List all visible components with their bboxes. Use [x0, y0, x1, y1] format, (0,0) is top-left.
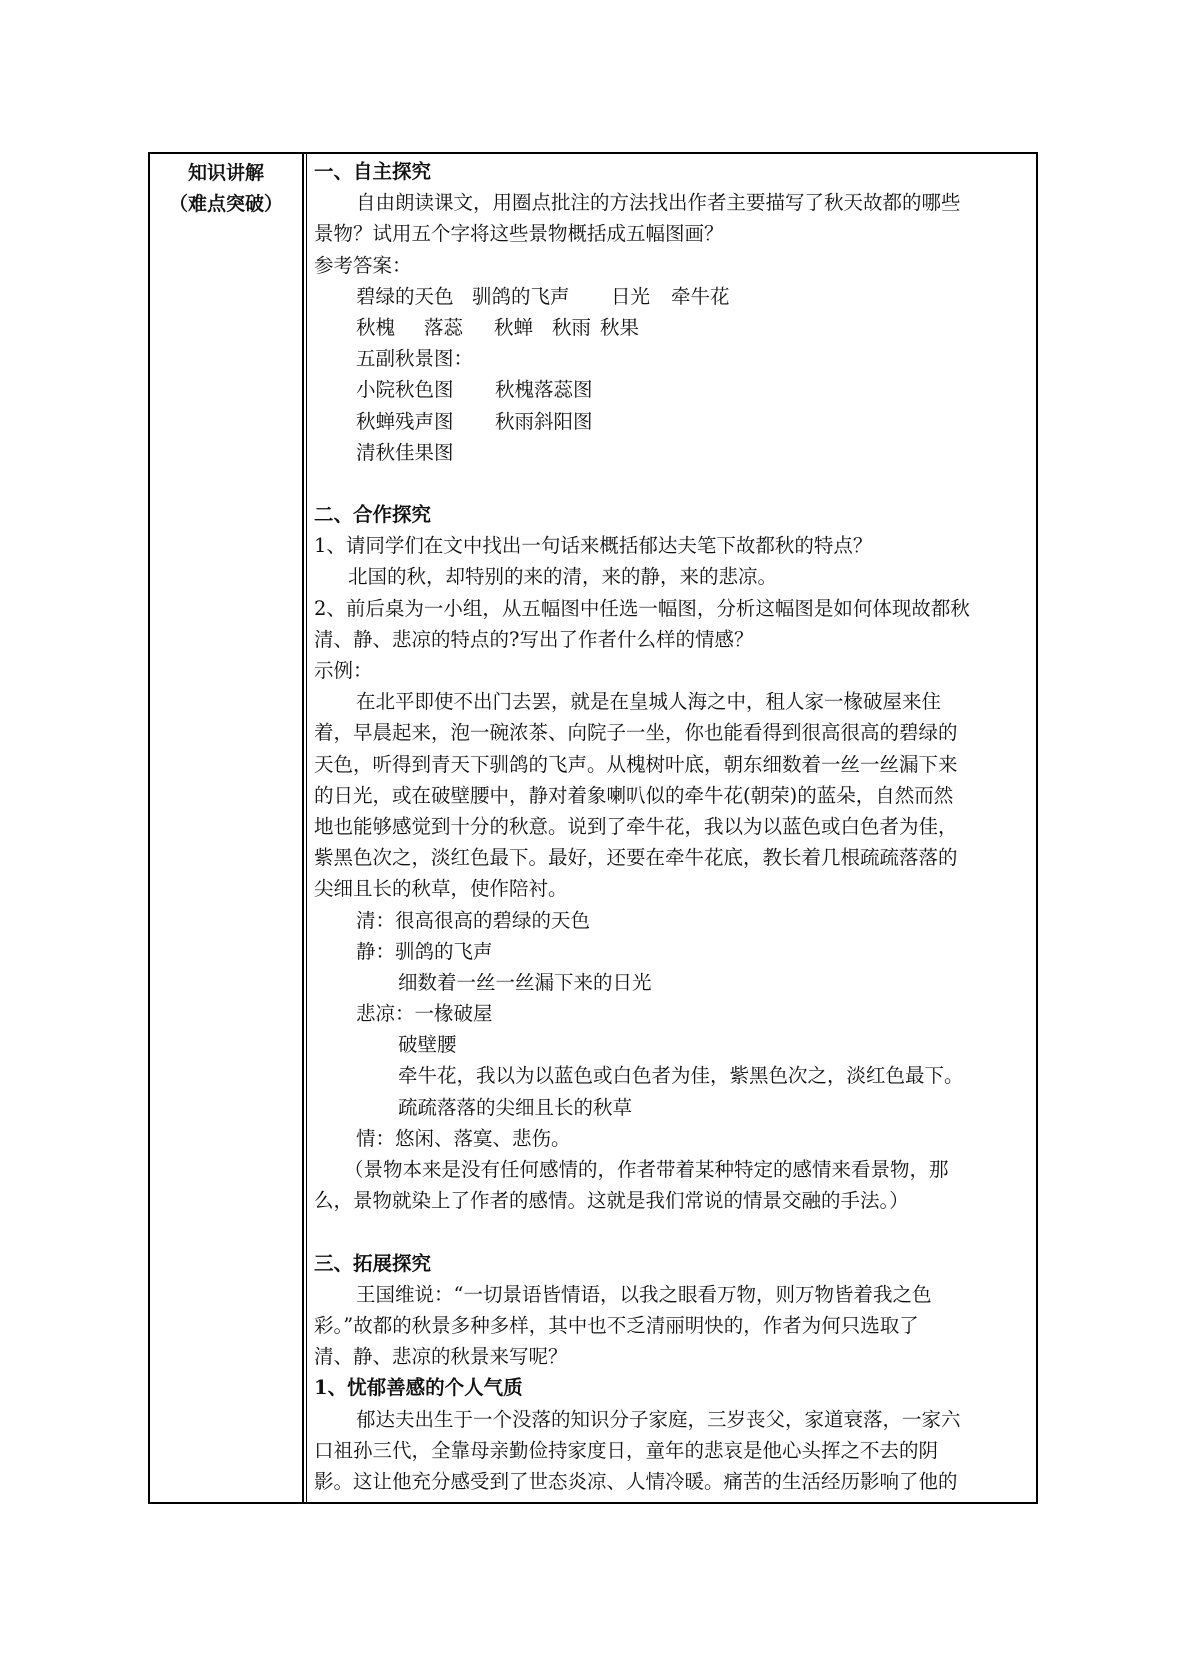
answer-item: 秋蝉 [494, 315, 534, 339]
scene-item: 小院秋色图 [356, 378, 454, 402]
answer-label: 参考答案： [314, 253, 412, 277]
scenes-row [314, 406, 1032, 437]
scenes-row [314, 374, 1032, 405]
answer-item: 驯鸽的飞声 [472, 284, 570, 308]
scene-item: 秋蝉残声图 [356, 409, 454, 433]
section2-heading: 二、合作探究 [314, 503, 432, 527]
answer-item: 秋雨 [552, 315, 592, 339]
quote-line: 清、静、悲凉的秋景来写呢？ [314, 1345, 568, 1369]
answer-item: 秋果 [600, 315, 640, 339]
excerpt-line: 紫黑色次之，淡红色最下。最好，还要在牵牛花底，教长着几根疏疏落落的 [314, 846, 958, 870]
section-label-cell [150, 158, 302, 220]
scene-item: 秋槐落蕊图 [495, 378, 593, 402]
question: 1、请同学们在文中找出一句话来概括郁达夫笔下故都秋的特点？ [314, 534, 873, 558]
answer-item: 日光 [611, 284, 651, 308]
note-line: （景物本来是没有任何感情的，作者带着某种特定的感情来看景物，那 [344, 1158, 949, 1181]
note-line: 么，景物就染上了作者的感情。这就是我们常说的情景交融的手法。） [314, 1189, 909, 1213]
spacer [314, 1216, 1032, 1247]
answer-item: 牵牛花 [671, 284, 730, 308]
question: 清、静、悲凉的特点的?写出了作者什么样的情感？ [314, 627, 754, 651]
paragraph-line: 影。这让他充分感受到了世态炎凉、人情冷暖。痛苦的生活经历影响了他的 [314, 1469, 958, 1493]
section1-question-line: 自由朗读课文，用圈点批注的方法找出作者主要描写了秋天故都的哪些 [356, 191, 961, 215]
lesson-table [148, 152, 1038, 1504]
section1-question-line: 景物？试用五个字将这些景物概括成五幅图画？ [314, 222, 724, 246]
paragraph-line: 口祖孙三代，全靠母亲勤俭持家度日，童年的悲哀是他心头挥之不去的阴 [314, 1438, 939, 1462]
label-subtitle: （难点突破） [168, 193, 283, 215]
section3-heading: 三、拓展探究 [314, 1251, 432, 1275]
example-label: 示例： [314, 659, 373, 682]
analysis-qing: 清：很高很高的碧绿的天色 [356, 908, 591, 932]
analysis-beiliang: 悲凉：一椽破屋 [356, 1002, 493, 1026]
analysis-jing: 静：驯鸽的飞声 [356, 939, 493, 963]
label-title: 知识讲解 [187, 162, 264, 184]
question: 2、前后桌为一小组，从五幅图中任选一幅图，分析这幅图是如何体现故都秋 [314, 596, 970, 620]
answer-item: 碧绿的天色 [356, 284, 454, 308]
analysis-beiliang-sub: 牵牛花，我以为以蓝色或白色者为佳，紫黑色次之，淡红色最下。 [398, 1064, 964, 1088]
section1-heading: 一、自主探究 [314, 160, 432, 183]
analysis-beiliang-sub: 破壁腰 [398, 1033, 457, 1057]
answer-item: 秋槐 [356, 315, 396, 339]
column-divider [302, 154, 304, 1502]
scenes-label: 五副秋景图： [356, 347, 474, 371]
answer-item: 落蕊 [424, 315, 464, 339]
analysis-jing-sub: 细数着一丝一丝漏下来的日光 [398, 970, 652, 994]
excerpt-line: 在北平即使不出门去罢，就是在皇城人海之中，租人家一椽破屋来住 [356, 690, 942, 714]
answer-row [314, 312, 1032, 343]
excerpt-line: 尖细且长的秋草，使作陪衬。 [314, 877, 568, 901]
spacer [314, 468, 1032, 499]
excerpt-line: 的日光，或在破壁腰中，静对着象喇叭似的牵牛花(朝荣)的蓝朵，自然而然 [314, 783, 954, 807]
column-divider-inner [306, 154, 307, 1502]
quote-line: 王国维说：“一切景语皆情语，以我之眼看万物，则万物皆着我之色 [356, 1282, 932, 1306]
answer: 北国的秋，却特别的来的清，来的静，来的悲凉。 [348, 565, 778, 589]
analysis-beiliang-sub: 疏疏落落的尖细且长的秋草 [398, 1095, 633, 1119]
answer-row [314, 281, 1032, 312]
excerpt-line: 着，早晨起来，泡一碗浓茶、向院子一坐，你也能看得到很高很高的碧绿的 [314, 721, 958, 745]
scene-item: 清秋佳果图 [356, 440, 454, 464]
scene-item: 秋雨斜阳图 [495, 409, 593, 433]
quote-line: 彩。”故都的秋景多种多样，其中也不乏清丽明快的，作者为何只选取了 [314, 1313, 919, 1337]
content-cell [314, 156, 1032, 1497]
analysis-emotion: 情：悠闲、落寞、悲伤。 [356, 1126, 571, 1150]
excerpt-line: 地也能够感觉到十分的秋意。说到了牵牛花，我以为以蓝色或白色者为佳， [314, 814, 958, 838]
excerpt-line: 天色，听得到青天下驯鸽的飞声。从槐树叶底，朝东细数着一丝一丝漏下来 [314, 752, 958, 776]
sub-heading: 1、忧郁善感的个人气质 [314, 1376, 523, 1400]
paragraph-line: 郁达夫出生于一个没落的知识分子家庭，三岁丧父，家道衰落，一家六 [356, 1407, 961, 1431]
